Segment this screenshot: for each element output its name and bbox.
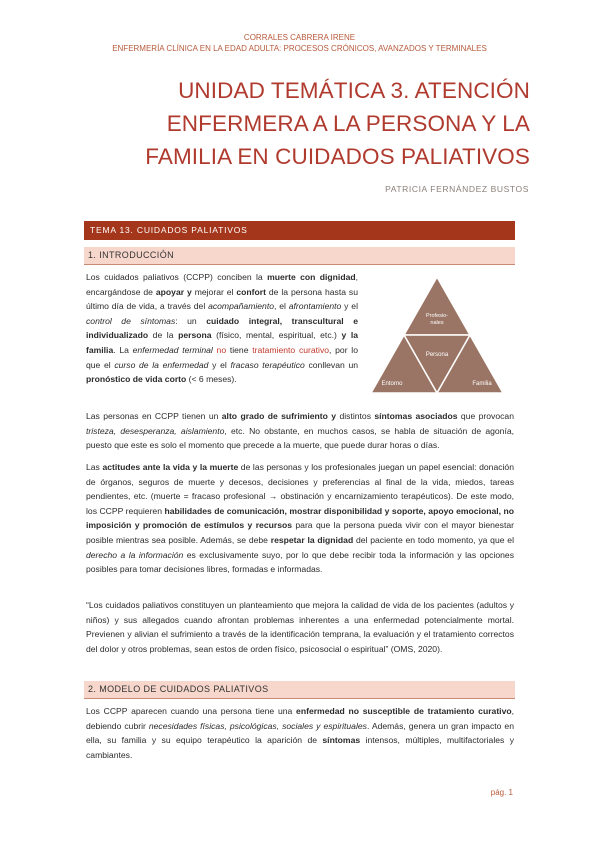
care-model-diagram bbox=[370, 273, 504, 398]
section-heading-intro bbox=[84, 247, 515, 265]
page-number: pág. 1 bbox=[490, 788, 513, 797]
intro-paragraph: Los cuidados paliativos (CCPP) conciben la muerte con dignidad, encargándose de apoyar y mejorar el confort de la persona hasta su último día de vida, a través del acompañamiento, el afrontamiento y el control de síntomas: un cuidado integral, transcultural e individualizado de la persona (físico, mental, espiritual, etc.) y la familia. La enfermedad terminal no tiene tratamiento curativo, por lo que el curso de la enfermedad y el fracaso terapéutico conllevan un pronóstico de vida corto (< 6 meses). bbox=[86, 272, 359, 385]
diagram-label-top-1: Profesio- bbox=[425, 313, 449, 319]
triangle-top bbox=[404, 277, 470, 335]
topic-banner-label: TEMA 13. CUIDADOS PALIATIVOS bbox=[90, 225, 248, 235]
section-heading-intro-label: 1. INTRODUCCIÓN bbox=[88, 250, 175, 260]
title-line-3: FAMILIA EN CUIDADOS PALIATIVOS bbox=[145, 144, 530, 169]
who-quote: “Los cuidados paliativos constituyen un planteamiento que mejora la calidad de vida de los pacientes (adultos y niños) y sus allegados cuando afrontan problemas inherentes a una enfermedad potencialmente mortal. Previenen y alivian el sufrimiento a través de la identificación temprana, la evaluación y el tratamiento correctos del dolor y otros problemas, sean estos de orden físico, psicosocial o espiritual” (OMS, 2020). bbox=[86, 600, 514, 654]
diagram-label-center: Persona bbox=[425, 352, 449, 358]
diagram-label-top-2: nales bbox=[430, 320, 444, 326]
paragraph-model: Los CCPP aparecen cuando una persona tiene una enfermedad no susceptible de tratamiento curativo, debiendo cubrir necesidades físicas, psicológicas, sociales y espirituales. Además, genera un gran impacto en ella, su familia y su equipo terapéutico la aparición de síntomas intensos, múltiples, multifactoriales y cambiantes. bbox=[86, 706, 515, 760]
document-author: PATRICIA FERNÁNDEZ BUSTOS bbox=[385, 184, 529, 194]
topic-banner bbox=[84, 221, 515, 240]
paragraph-attitudes: Las actitudes ante la vida y la muerte de las personas y los profesionales juegan un papel esencial: donación de órganos, seguros de muerte y decesos, decisiones y preferencias al final de la vida, miedos, tareas pendientes, etc. (muerte = fracaso profesional → obstinación y encarnizamiento terapéuticos). De este modo, los CCPP requieren habilidades de comunicación, mostrar disponibilidad y soporte, apoyo emocional, no imposición y promoción de estímulos y recursos para que la persona pueda vivir con el mayor bienestar posible mientras sea posible. Además, se debe respetar la dignidad del paciente en todo momento, ya que el derecho a la información es exclusivamente suyo, por lo que debe recibir toda la información y las opciones posibles para tomar decisiones libres, formadas e informadas. bbox=[86, 462, 514, 575]
title-line-1: UNIDAD TEMÁTICA 3. ATENCIÓN bbox=[178, 78, 530, 103]
paragraph-suffering: Las personas en CCPP tienen un alto grado de sufrimiento y distintos síntomas asociados que provocan tristeza, desesperanza, aislamiento, etc. No obstante, en muchos casos, se habla de situación de agonía, puesto que este es solo el momento que precede a la muerte, que puede durar horas o días. bbox=[86, 411, 514, 451]
header-subject: ENFERMERÍA CLÍNICA EN LA EDAD ADULTA: PROCESOS CRÓNICOS, AVANZADOS Y TERMINALES bbox=[112, 44, 487, 53]
section-heading-model-label: 2. MODELO DE CUIDADOS PALIATIVOS bbox=[88, 684, 269, 694]
diagram-label-left: Entorno bbox=[381, 381, 403, 387]
section-heading-model bbox=[84, 681, 515, 699]
title-line-2: ENFERMERA A LA PERSONA Y LA bbox=[166, 111, 530, 136]
diagram-label-right: Familia bbox=[472, 381, 492, 387]
page-title bbox=[100, 74, 530, 173]
header-author: CORRALES CABRERA IRENE bbox=[243, 33, 356, 42]
